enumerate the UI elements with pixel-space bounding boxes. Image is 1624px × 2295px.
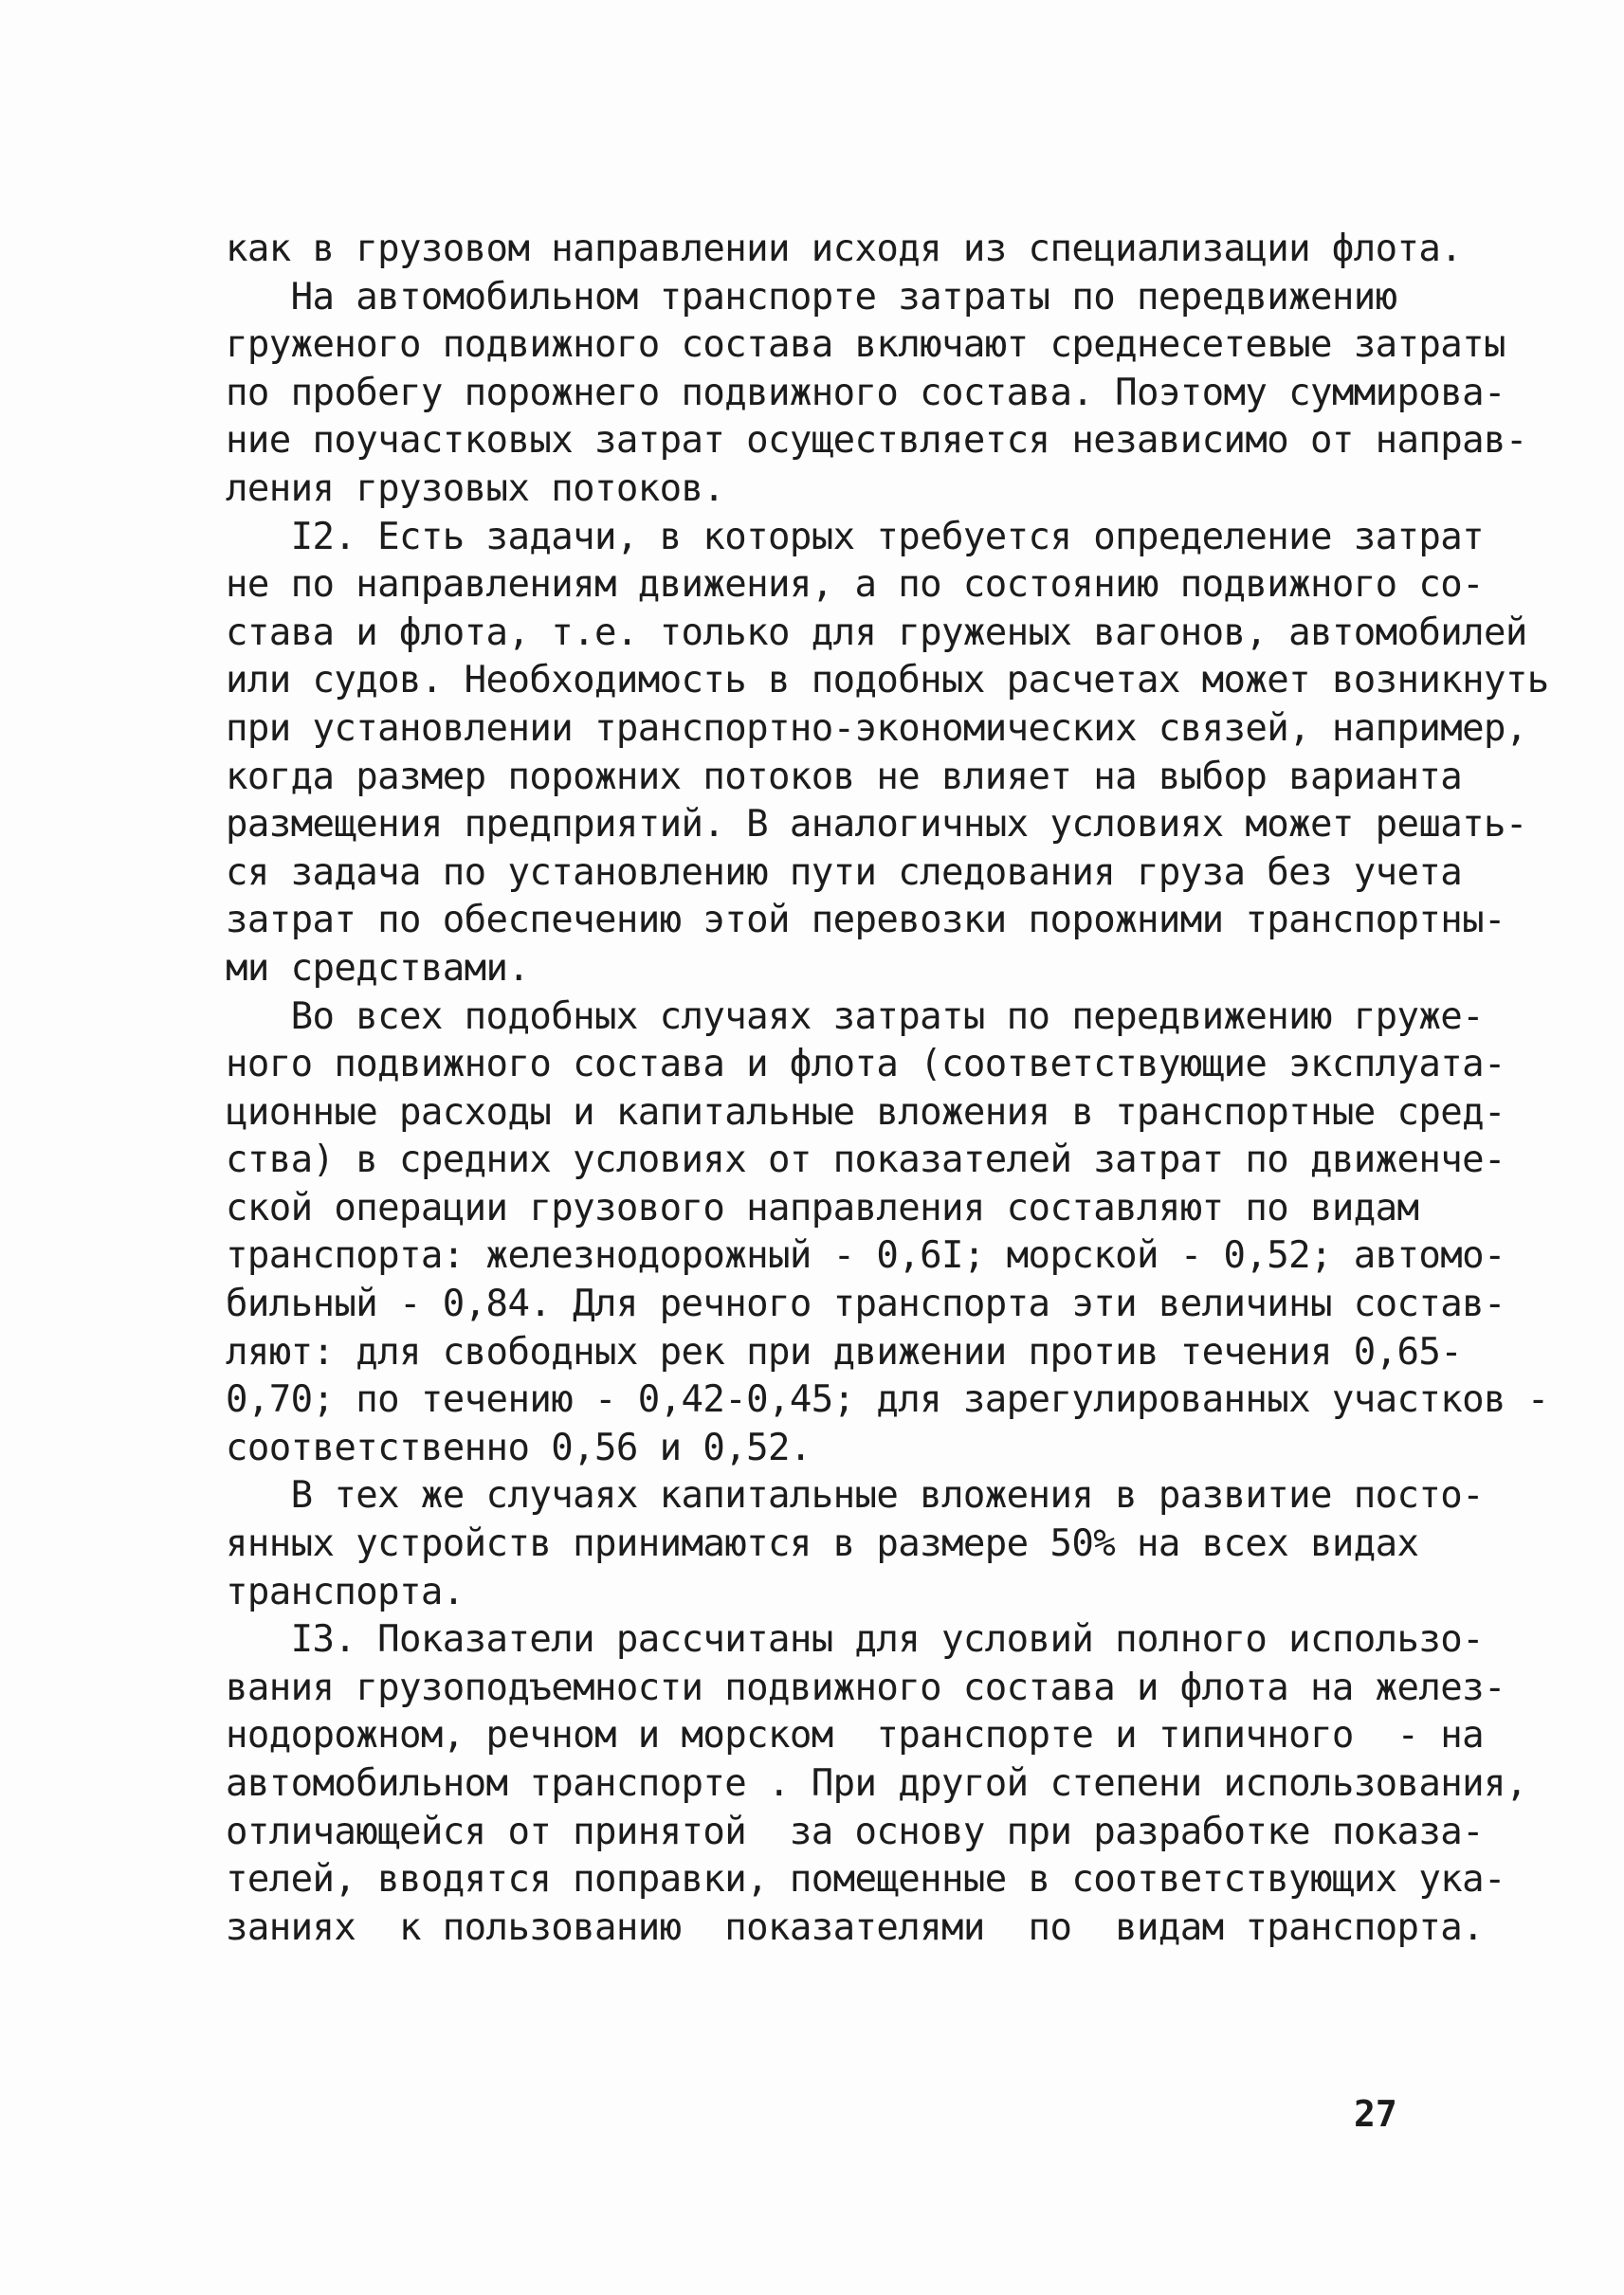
text-line: телей, вводятся поправки, помещенные в соответствующих ука- <box>226 1858 1505 1902</box>
text-line: ционные расходы и капитальные вложения в транспортные сред- <box>226 1090 1505 1134</box>
text-line: по пробегу порожнего подвижного состава. Поэтому суммирова- <box>226 371 1505 414</box>
text-line: ние поучастковых затрат осуществляется независимо от направ- <box>226 419 1527 463</box>
text-line: автомобильном транспорте . При другой степени использования, <box>226 1762 1527 1805</box>
text-line: груженого подвижного состава включают среднесетевые затраты <box>226 323 1505 367</box>
text-line: транспорта. <box>226 1570 465 1613</box>
text-line: ся задача по установлению пути следования груза без учета <box>226 850 1463 894</box>
text-line: бильный - 0,84. Для речного транспорта эти величины состав- <box>226 1283 1505 1326</box>
text-line: размещения предприятий. В аналогичных условиях может решать- <box>226 803 1527 847</box>
text-line: I3. Показатели рассчитаны для условий полного использо- <box>226 1618 1485 1662</box>
text-line: ляют: для свободных рек при движении против течения 0,65- <box>226 1330 1463 1374</box>
text-line: или судов. Необходимость в подобных расчетах может возникнуть <box>226 659 1549 702</box>
text-line: ми средствами. <box>226 946 530 990</box>
text-line: транспорта: железнодорожный - 0,6I; морской - 0,52; автомо- <box>226 1234 1505 1278</box>
body-text <box>226 226 1549 1952</box>
text-line: отличающейся от принятой за основу при разработке показа- <box>226 1810 1485 1853</box>
text-line: На автомобильном транспорте затраты по передвижению <box>226 275 1397 319</box>
text-line: 0,70; по течению - 0,42-0,45; для зарегулированных участков - <box>226 1378 1549 1422</box>
text-line: В тех же случаях капитальные вложения в развитие посто- <box>226 1474 1485 1518</box>
text-line: ской операции грузового направления составляют по видам <box>226 1186 1419 1229</box>
text-line: при установлении транспортно-экономических связей, например, <box>226 706 1527 750</box>
text-line: Во всех подобных случаях затраты по передвижению груже- <box>226 994 1485 1038</box>
text-line: соответственно 0,56 и 0,52. <box>226 1426 812 1469</box>
text-line: заниях к пользованию показателями по видам транспорта. <box>226 1905 1485 1949</box>
text-line: как в грузовом направлении исходя из специализации флота. <box>226 228 1463 270</box>
text-line: янных устройств принимаются в размере 50% на всех видах <box>226 1522 1419 1566</box>
text-line: ного подвижного состава и флота (соответствующие эксплуата- <box>226 1043 1505 1086</box>
text-line: когда размер порожних потоков не влияет на выбор варианта <box>226 755 1463 798</box>
text-line: не по направлениям движения, а по состоянию подвижного со- <box>226 563 1485 607</box>
text-line: ления грузовых потоков. <box>226 466 725 510</box>
page-number: 27 <box>1354 2093 1397 2135</box>
text-line: ства) в средних условиях от показателей затрат по движенче- <box>226 1138 1505 1182</box>
text-line: нодорожном, речном и морском транспорте и типичного - на <box>226 1714 1485 1758</box>
text-line: затрат по обеспечению этой перевозки порожними транспортны- <box>226 899 1505 942</box>
text-line: става и флота, т.е. только для груженых вагонов, автомобилей <box>226 610 1527 654</box>
text-line: I2. Есть задачи, в которых требуется определение затрат <box>226 515 1485 558</box>
text-line: вания грузоподъемности подвижного состава и флота на желез- <box>226 1666 1505 1709</box>
